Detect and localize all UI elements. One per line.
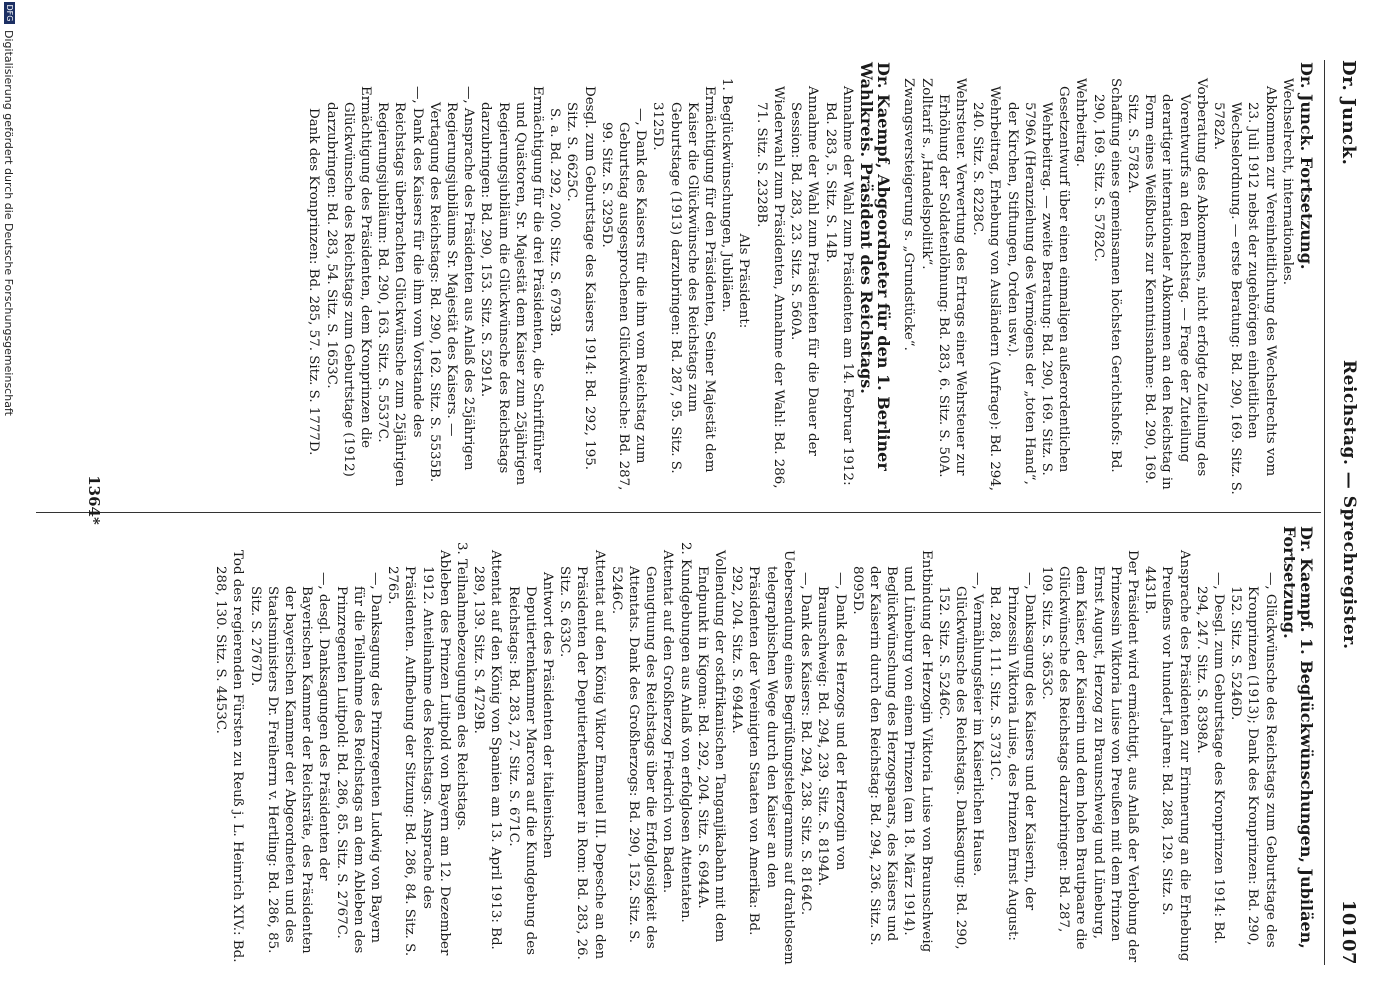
register-entry: Entbindung der Herzogin Viktoria Luise von Braunschweig und Lüneburg von einem Prinzen (am 18. März 1914). Beglückwünschung des Herzogspaars, des Kaisers und der Kaiserin durch den Reichstag: Bd. 294, 236. Sitz. S. 8095D. <box>849 550 934 953</box>
header-center: Reichstag. — Sprechregister. <box>1339 360 1359 650</box>
column-divider <box>36 512 1321 513</box>
register-entry: 1. Beglückwünschungen, Jubiläen. <box>719 78 735 313</box>
header-rule <box>1324 60 1325 965</box>
register-entry: —, Dank des Kaisers für die ihm vom Reichstag zum Geburtstag ausgesprochenen Glückwünsche: Bd. 287, 99. Sitz. S. 3295D. <box>598 108 649 491</box>
register-entry: —, desgl. Danksagungen des Präsidenten der Bayerischen Kammer der Reichsräte, des Präsidenten der bayerischen Kammer der Abgeordneten und des Staatsministers Dr. Freiherrn v. Hertling: Bd. 286, 85. Sitz. S. 2767D. <box>247 572 332 954</box>
register-entry: —, Desgl. zum Geburtstage des Kronprinzen 1914: Bd. 294, 247. Sitz. S. 8398A. <box>1193 572 1226 944</box>
register-entry: Desgl. zum Geburtstage des Kaisers 1914: Bd. 292, 195. Sitz. S. 6625C. <box>564 86 597 471</box>
register-entry: Dank des Kronprinzen: Bd. 285, 57. Sitz. S. 1777D. <box>306 108 322 456</box>
right-column <box>212 526 1315 966</box>
register-entry: Wehrbeitrag. <box>1073 78 1089 167</box>
register-entry: Attentat auf den König Viktor Emanuel III. Depesche an den Präsidenten der Deputiertenkammer in Rom: Bd. 283, 26. Sitz. S. 633C. <box>557 550 607 960</box>
register-entry: Annahme der Wahl zum Präsidenten am 14. Februar 1912: Bd. 283, 5. Sitz. S. 14B. <box>822 86 855 486</box>
register-entry: —, Danksagung des Kaisers und der Kaiserin, der Prinzessin Viktoria Luise, des Prinzen Ernst August: Bd. 288, 111. Sitz. S. 3731C. <box>987 572 1037 941</box>
register-entry: Der Präsident wird ermächtigt, aus Anlaß der Verlobung der Prinzessin Viktoria Luise von Preußen mit dem Prinzen Ernst August, Herzog zu Braunschweig und Lüneburg, dem Kaiser, der Kaiserin und dem hohen Brautpaare die Glückwünsche des Reichstags darzubringen: Bd. 287, 109. Sitz. S. 3653C. <box>1038 550 1140 963</box>
entry-heading: Dr. Junck. Fortsetzung. <box>1297 62 1316 270</box>
register-entry: Vollendung der ostafrikanischen Tanganjikabahn mit dem Endpunkt in Kigoma: Bd. 292, 204. Sitz. S. 6944A. <box>694 550 728 943</box>
register-entry: Wehrsteuer. Verwertung des Ertrags einer Wehrsteuer zur Erhöhung der Soldatenlöhnung: Bd. 283, 6. Sitz. S. 50A. <box>935 78 968 478</box>
register-entry: Ermächtigung für die drei Präsidenten, die Schriftführer und Quästoren, Sr. Majestät dem Kaiser zum 25jährigen Regierungsjubiläum die Glückwünsche des Reichstags darzubringen: Bd. 290, 153. Sitz. S. 5291A. <box>478 86 546 486</box>
register-entry: Gesetzentwurf über einen einmaligen außerordentlichen Wehrbeitrag. — zweite Beratung: Bd. 290, 169. Sitz. S. 5796A (Heranziehung des Vermögens der „toten Hand“, der Kirchen, Stiftungen, Orden usw.). <box>1004 86 1072 485</box>
register-entry: Uebersendung eines Begrüßungstelegramms auf drahtlosem telegraphischen Wege durch den Kaiser an den Präsidenten der Vereinigten Staaten von Amerika: Bd. 292, 204. Sitz. S. 6944A. <box>729 550 796 965</box>
register-entry: Attentat auf den König von Spanien am 13. April 1913: Bd. 289, 139. Sitz. S. 4729B. <box>471 550 504 950</box>
footer-text: Digitalisierung gefördert durch die Deutsche Forschungsgemeinschaft <box>2 30 15 416</box>
register-entry: Wehrbeitrag, Erhebung von Ausländern (Anfrage): Bd. 294, 240. Sitz. S. 8228C. <box>970 86 1003 492</box>
register-entry: 2. Kundgebungen aus Anlaß von erfolglosen Attentaten. <box>677 542 693 923</box>
register-entry: —, Dank des Herzogs und der Herzogin von Braunschweig: Bd. 294, 239. Sitz. S. 8194A. <box>815 572 848 887</box>
register-entry: Ableben des Prinzen Luitpold von Bayern am 12. Dezember 1912. Anteilnahme des Reichstags. Ansprache des Präsidenten. Aufhebung der Sitzung: Bd. 286, 84. Sitz. S. 2765. <box>385 550 452 957</box>
register-entry: —, Vermählungsfeier im Kaiserlichen Hause. Glückwünsche des Reichstags. Danksagung: Bd. 290, 152. Sitz. S. 5246C. <box>935 572 986 950</box>
register-entry: 3. Teilnahmebezeugungen des Reichstags. <box>454 542 470 831</box>
register-entry: Ansprache des Präsidenten zur Erinnerung an die Erhebung Preußens vor hundert Jahren: Bd. 288, 129. Sitz. S. 4431B. <box>1142 550 1192 962</box>
page-number: 1364* <box>85 475 103 525</box>
register-entry: Vorberatung des Abkommens, nicht erfolgte Zuteilung des Vorentwurfs an den Reichstag. — Frage der Zuteilung derartiger internationaler Abkommen an den Reichstag in Form eines Weißbuchs zur Kenntnisnahme: Bd. 290, 169. Sitz. S. 5782A. <box>1124 78 1209 490</box>
running-header <box>1333 60 1363 965</box>
register-entry: Ermächtigung für den Präsidenten, Seiner Majestät dem Kaiser die Glückwünsche des Reichstags zum Geburtstage (1913) darzubringen: Bd. 287, 95. Sitz. S. 3125D. <box>650 86 718 474</box>
register-entry: —, Danksagung des Prinzregenten Ludwig von Bayern für die Teilnahme des Reichstags an dem Ableben des Prinzregenten Luitpold: Bd. 286, 85. Sitz. S. 2767C. <box>333 572 384 954</box>
spacer <box>892 62 900 500</box>
register-entry: Antwort des Präsidenten der italienischen Deputiertenkammer Marcora auf die Kundgebung des Reichstags: Bd. 283, 27. Sitz. S. 671C. <box>505 572 556 956</box>
header-left: Dr. Junck. <box>1338 60 1359 166</box>
register-entry: Zolltarif s. „Handelspolitik“. <box>918 78 934 270</box>
register-entry: S. a. Bd. 292, 200. Sitz. S. 6793B. <box>547 108 563 337</box>
dfg-logo: DFG <box>4 2 15 24</box>
entry-heading: Dr. Kaempf, Abgeordneter für den 1. Berliner Wahlkreis. Präsident des Reichstags. <box>856 62 894 471</box>
register-entry: Attentat auf den Großherzog Friedrich von Baden. Genugtuung des Reichstags über die Erfolglosigkeit des Attentats. Dank des Großherzogs: Bd. 290, 152. Sitz. S. 5246C. <box>608 550 676 949</box>
register-entry: Wechselrecht, internationales. <box>1279 78 1295 286</box>
register-entry: Annahme der Wahl zum Präsidenten für die Dauer der Session: Bd. 283, 23. Sitz. S. 560A. <box>788 86 821 456</box>
register-entry: Schaffung eines gemeinsamen höchsten Gerichtshofs: Bd. 290, 169. Sitz. S. 5782C. <box>1090 78 1123 473</box>
register-entry: —, Glückwünsche des Reichstags zum Geburtstage des Kronprinzen (1913); Dank des Kronprinzen: Bd. 290, 152. Sitz. S. 5246D. <box>1228 572 1278 948</box>
entry-heading: Dr. Kaempf. 1. Beglückwünschungen, Jubiläen, Fortsetzung. <box>1279 526 1316 949</box>
register-entry: Zwangsversteigerung s. „Grundstücke“. <box>901 78 917 351</box>
register-entry: Wiederwahl zum Präsidenten, Annahme der Wahl: Bd. 286, 71. Sitz. S. 2328B. <box>753 86 786 489</box>
digitization-footer <box>1 0 15 1000</box>
register-entry: Ermächtigung des Präsidenten, dem Kronprinzen die Glückwünsche des Reichstags zum Geburtstage (1912) darzubringen: Bd. 283, 54. Sitz. S. 1653C. <box>323 86 374 477</box>
register-entry: Abkommen zur Vereinheitlichung des Wechselrechts vom 23. Juli 1912 nebst der zugehörigen einheitlichen Wechselordnung. — erste Beratung: Bd. 290, 169. Sitz. S. 5782A. <box>1210 86 1278 495</box>
register-entry: —, Dank des Kaisers: Bd. 294, 238. Sitz. S. 8164C. <box>798 572 814 916</box>
left-column <box>305 62 1315 500</box>
register-entry: —, Ansprache des Präsidenten aus Anlaß des 25jährigen Regierungsjubiläums Sr. Majestät des Kaisers. — Vertagung des Reichstags: Bd. 290, 162. Sitz. S. 5535B. <box>426 86 477 483</box>
register-entry: Als Präsident: <box>736 233 752 329</box>
header-page-number: 10107 <box>1338 899 1359 965</box>
register-entry: Tod des regierenden Fürsten zu Reuß j. L. Heinrich XIV.: Bd. 288, 130. Sitz. S. 4453C. <box>213 550 246 963</box>
register-entry: —, Dank des Kaisers für die ihm vom Vorstande des Reichstags überbrachten Glückwünsche zum 25jährigen Regierungsjubiläum: Bd. 290, 163. Sitz. S. 5537C. <box>375 86 425 487</box>
